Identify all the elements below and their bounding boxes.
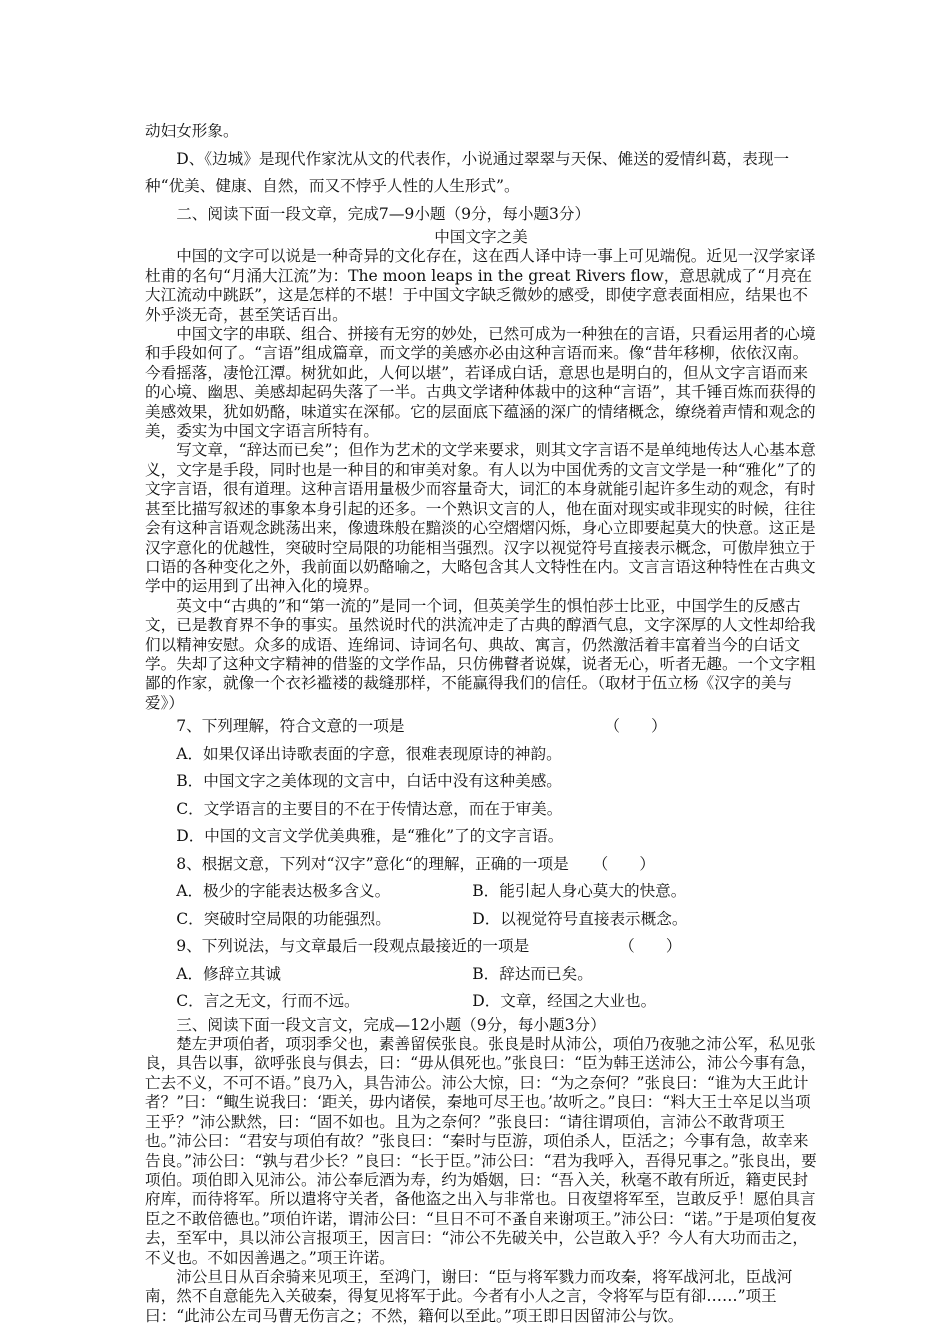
question-7-option-a: A．如果仅译出诗歌表面的字意，很难表现原诗的神韵。 (176, 744, 562, 763)
question-7-option-c: C．文学语言的主要目的不在于传情达意，而在于审美。 (176, 799, 563, 818)
question-9-option-d: D．文章，经国之大业也。 (472, 992, 657, 1011)
question-8-option-a: A．极少的字能表达极多含义。 (176, 882, 391, 901)
question-8-option-d: D．以视觉符号直接表示概念。 (472, 909, 688, 928)
question-9-option-c: C．言之无文，行而不远。 (176, 992, 360, 1011)
article-paragraph-4: 英文中“古典的”和“第一流的”是同一个词，但英美学生的惧怕莎士比亚，中国学生的反感古文，已是教育界不争的事实。虽然说时代的洪流冲走了古典的醇酒气息，文字深厚的人文性却给我们以精神安慰。众多的成语、连绵词、诗词名句、典故、寓言，仍然激活着丰富着当今的白话文学。失却了这种文字精神的借鉴的文学作品，只仿佛瞽者说媒，说者无心，听者无趣。一个文字粗鄙的作家，就像一个衣衫褴褛的裁缝那样，不能赢得我们的信任。（取材于伍立杨《汉字的美与爱》） (145, 596, 816, 712)
document-page (145, 118, 817, 1326)
question-8-options-row-1 (145, 878, 817, 906)
option-d-biancheng: D、《边城》是现代作家沈从文的代表作，小说通过翠翠与天保、傩送的爱情纠葛，表现一种“优美、健康、自然，而又不悖乎人性的人生形式”。 (145, 149, 790, 195)
question-9-option-b: B．辞达而已矣。 (472, 964, 593, 983)
question-9-option-a: A．修辞立其诚 (176, 964, 282, 983)
article-paragraph-1: 中国的文字可以说是一种奇异的文化存在，这在西人译中诗一事上可见端倪。近见一汉学家译杜甫的名句“月涌大江流”为：The moon leaps in the great Rivers flow，意思就成了“月亮在大江流动中跳跃”，这是怎样的不堪！于中国文字缺乏微妙的感受，即使字意表面相应，结果也不外乎淡无奇，甚至笑话百出。 (145, 247, 816, 324)
question-8-options-row-2 (145, 906, 817, 934)
question-9-options-row-1 (145, 961, 817, 989)
question-7-answer-paren: （ ） (604, 717, 667, 736)
article-paragraph-2: 中国文字的串联、组合、拼接有无穷的妙处，已然可成为一种独在的言语，只看运用者的心境和手段如何了。“言语”组成篇章，而文学的美感亦必由这种言语而来。像“昔年移柳，依依汉南。今看摇落，凄怆江潭。树犹如此，人何以堪”，若译成白话，意思也是明白的，但从文字言语而来的心境、幽思、美感却起码失落了一半。古典文学诸种体裁中的这种“言语”，其千锤百炼而获得的美感效果，犹如奶酪，味道实在深郁。它的层面底下蕴涵的深广的情绪概念，缭绕着声情和观念的美，委实为中国文字语言所特有。 (145, 325, 816, 441)
question-9-options-row-2 (145, 988, 817, 1016)
classical-paragraph-1: 楚左尹项伯者，项羽季父也，素善留侯张良。张良是时从沛公，项伯乃夜驰之沛公军，私见张良，具告以事，欲呼张良与俱去，曰：“毋从俱死也。”张良曰：“臣为韩王送沛公，沛公今事有急，亡去不义，不可不语。”良乃入，具告沛公。沛公大惊，曰：“为之奈何？”张良曰：“谁为大王此计者？”曰：“鲰生说我曰：‘距关，毋内诸侯，秦地可尽王也。’故听之。”良曰：“料大王士卒足以当项王乎？”沛公默然，曰：“固不如也。且为之奈何？”张良曰：“请往谓项伯，言沛公不敢背项王也。”沛公曰：“君安与项伯有故？”张良曰：“秦时与臣游，项伯杀人，臣活之；今事有急，故幸来告良。”沛公曰：“孰与君少长？”良曰：“长于臣。”沛公曰：“君为我呼入，吾得兄事之。”张良出，要项伯。项伯即入见沛公。沛公奉卮酒为寿，约为婚姻，曰：“吾入关，秋毫不敢有所近，籍吏民封府库，而待将军。所以遣将守关者，备他盗之出入与非常也。日夜望将军至，岂敢反乎！愿伯具言臣之不敢倍德也。”项伯许诺，谓沛公曰：“旦日不可不蚤自来谢项王。”沛公曰：“诺。”于是项伯复夜去，至军中，具以沛公言报项王，因言曰：“沛公不先破关中，公岂敢入乎？今人有大功而击之，不义也。不如因善遇之。”项王许诺。 (145, 1035, 817, 1267)
question-9-answer-paren: （ ） (619, 937, 682, 956)
question-7 (145, 713, 817, 741)
question-9 (145, 933, 817, 961)
question-8-option-b: B．能引起人身心莫大的快意。 (472, 882, 687, 901)
article-paragraph-3: 写文章，“辞达而已矣”；但作为艺术的文学来要求，则其文字言语不是单纯地传达人心基本意义，文字是手段，同时也是一种目的和审美对象。有人以为中国优秀的文言文学是一种“雅化”了的文字言语，很有道理。这种言语用量极少而容量奇大，词汇的本身就能引起许多生动的观念，有时甚至比描写叙述的事象本身引起的还多。一个熟识文言的人，他在面对现实或非现实的时候，往往会有这种言语观念跳荡出来，像遗珠般在黯淡的心空熠熠闪烁，身心立即要起莫大的快意。这正是汉字意化的优越性，突破时空局限的功能相当强烈。汉字以视觉符号直接表示概念，可傲岸独立于口语的各种变化之外，我前面以奶酪喻之，大略包含其人文特性在内。文言言语这种特性在古典文学中的运用到了出神入化的境界。 (145, 441, 816, 596)
question-8-stem: 8、根据文意，下列对“汉字”意化“的理解，正确的一项是 (176, 854, 569, 873)
question-8-option-c: C．突破时空局限的功能强烈。 (176, 909, 391, 928)
question-8-answer-paren: （ ） (592, 854, 656, 873)
question-7-option-b: B．中国文字之美体现的文言中，白话中没有这种美感。 (176, 772, 562, 791)
question-7-option-d: D．中国的文言文学优美典雅，是“雅化”了的文字言语。 (176, 827, 564, 846)
section-3-heading: 三、阅读下面一段文言文，完成—12小题（9分，每小题3分） (176, 1015, 606, 1034)
question-7-stem: 7、下列理解，符合文意的一项是 (176, 717, 405, 736)
previous-option-tail: 动妇女形象。 (145, 122, 239, 140)
article-title: 中国文字之美 (434, 228, 528, 246)
question-9-stem: 9、下列说法，与文章最后一段观点最接近的一项是 (176, 937, 530, 956)
classical-paragraph-2: 沛公旦日从百余骑来见项王，至鸿门，谢曰：“臣与将军戮力而攻秦，将军战河北，臣战河南，然不自意能先入关破秦，得复见将军于此。今者有小人之言，令将军与臣有卻……”项王曰：“此沛公左司马曹无伤言之；不然，籍何以至此。”项王即日因留沛公与饮。 (145, 1267, 793, 1325)
section-2-heading: 二、阅读下面一段文章，完成7—9小题（9分，每小题3分） (176, 204, 591, 223)
question-8 (145, 851, 817, 879)
